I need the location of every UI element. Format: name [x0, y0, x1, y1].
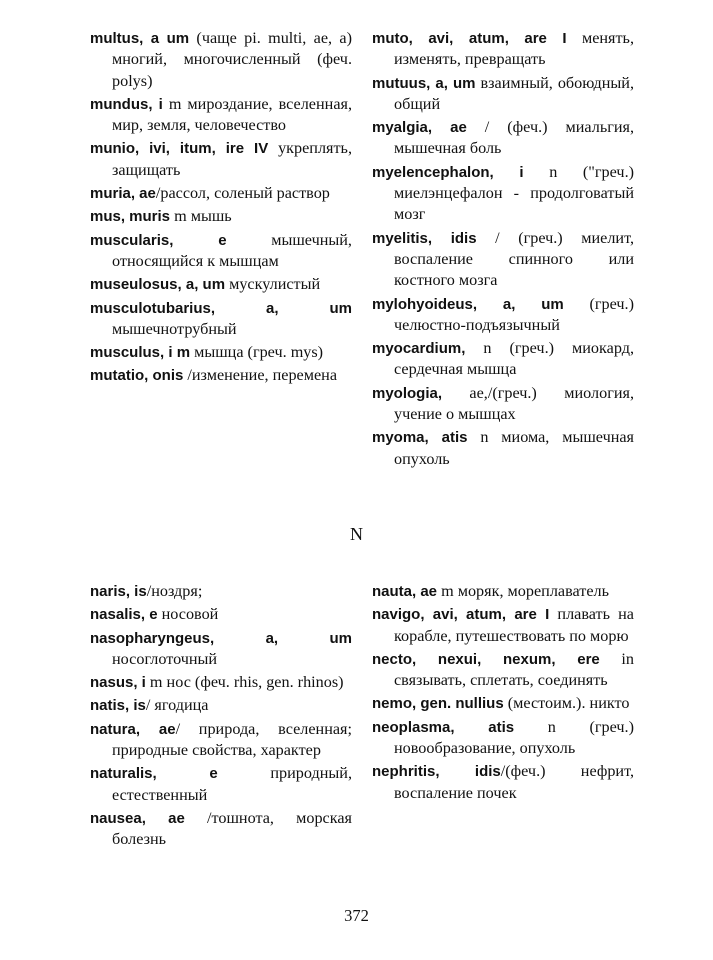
dictionary-entry [90, 94, 352, 137]
dictionary-entry [372, 649, 634, 692]
definition: n миома, мышечная опухоль [394, 428, 634, 468]
dictionary-entry [90, 763, 352, 806]
dictionary-entry [90, 183, 352, 204]
dictionary-entry [90, 604, 352, 625]
dictionary-entry [372, 581, 634, 602]
definition: in связывать, сплетать, соединять [394, 649, 634, 690]
dictionary-entry [372, 338, 634, 381]
headword: myoma, atis [372, 429, 468, 447]
headword: myelencephalon, i [372, 163, 524, 181]
definition: носоглоточный [112, 649, 218, 668]
dictionary-entry [372, 717, 634, 760]
definition: /изменение, перемена [183, 366, 337, 385]
headword: muscularis, e [90, 231, 227, 249]
headword: navigo, avi, atum, are I [372, 606, 550, 624]
definition: /ноздря; [146, 582, 203, 600]
dictionary-entry [90, 365, 352, 386]
dictionary-entry [372, 294, 634, 337]
headword: necto, nexui, nexum, ere [372, 650, 600, 668]
definition: мышечный, относящийся к мышцам [112, 230, 352, 270]
dictionary-entry [90, 719, 352, 762]
headword: museulosus, a, um [90, 276, 226, 294]
dictionary-entry [372, 117, 634, 160]
headword: nasalis, e [90, 606, 158, 624]
headword: natura, ae [90, 720, 176, 738]
definition: (греч.) челюстно-подъязычный [394, 294, 634, 334]
definition: ae,/(греч.) миология, учение о мышцах [394, 383, 634, 424]
dictionary-entry [90, 628, 352, 671]
headword: myalgia, ae [372, 119, 467, 137]
definition: m мироздание, вселенная, мир, земля, человечество [112, 94, 352, 135]
bottom-left-column [90, 581, 352, 853]
headword: munio, ivi, itum, ire IV [90, 140, 269, 158]
definition: природный, естественный [112, 764, 352, 804]
definition: носовой [157, 605, 219, 624]
dictionary-entry [90, 342, 352, 363]
definition: m мышь [170, 207, 232, 226]
definition: плавать на корабле, путешествовать по морю [394, 605, 634, 645]
headword: nausea, ae [90, 809, 185, 827]
dictionary-entry [90, 672, 352, 693]
dictionary-entry [90, 274, 352, 295]
definition: (местоим.). никто [503, 694, 630, 713]
dictionary-entry [372, 761, 634, 804]
headword: myocardium, [372, 340, 466, 358]
dictionary-entry [372, 604, 634, 647]
headword: naturalis, e [90, 765, 218, 783]
definition: / (греч.) миелит, воспаление спинного или костного мозга [394, 228, 634, 290]
headword: mylohyoideus, a, um [372, 295, 564, 313]
section-letter: N [350, 524, 363, 544]
dictionary-entry [90, 206, 352, 227]
dictionary-entry [90, 581, 352, 602]
headword: musculus, i m [90, 344, 191, 362]
definition: взаимный, обоюдный, общий [394, 73, 634, 113]
headword: natis, is [90, 697, 146, 715]
definition: менять, изменять, превращать [394, 29, 634, 69]
definition: мышечнотрубный [112, 319, 237, 338]
headword: myelitis, idis [372, 229, 477, 247]
top-left-column [90, 28, 352, 389]
headword: neoplasma, atis [372, 718, 515, 736]
definition: / (феч.) миальгия, мышечная боль [394, 118, 634, 158]
headword: musculotubarius, a, um [90, 299, 352, 317]
definition: /рассол, соленый раствор [155, 184, 330, 203]
dictionary-entry [372, 28, 634, 71]
definition: / природа, вселенная; природные свойства, характер [112, 719, 352, 760]
page-number: 372 [344, 906, 369, 925]
headword: mundus, i [90, 95, 163, 113]
dictionary-entry [372, 228, 634, 292]
definition: n (греч.) миокард, сердечная мышца [394, 339, 634, 379]
definition: (чаще pi. multi, ae, a) многий, многочисленный (феч. polys) [112, 29, 352, 90]
headword: multus, a um [90, 30, 190, 47]
headword: nemo, gen. nullius [372, 695, 504, 713]
headword: naris, is [90, 583, 147, 600]
dictionary-entry [90, 138, 352, 181]
headword: myologia, [372, 384, 443, 402]
dictionary-entry [90, 298, 352, 341]
dictionary-entry [372, 693, 634, 714]
headword: nauta, ae [372, 583, 438, 600]
definition: мышца (греч. mys) [190, 343, 324, 362]
dictionary-entry [372, 427, 634, 470]
headword: nephritis, idis [372, 763, 501, 781]
definition: /тошнота, морская болезнь [112, 808, 352, 849]
definition: / ягодица [145, 696, 209, 715]
headword: muto, avi, atum, are I [372, 30, 567, 47]
headword: mus, muris [90, 208, 171, 226]
dictionary-entry [90, 230, 352, 273]
dictionary-entry [90, 695, 352, 716]
dictionary-entry [90, 808, 352, 851]
headword: muria, ae [90, 185, 156, 203]
dictionary-entry [372, 162, 634, 226]
dictionary-entry [90, 28, 352, 92]
definition: n ("греч.) миелэнцефалон - продолговатый мозг [394, 162, 635, 224]
headword: mutatio, onis [90, 367, 184, 385]
definition: мускулистый [225, 275, 321, 294]
definition: укреплять, защищать [112, 139, 352, 179]
definition: n (греч.) новообразование, опухоль [394, 717, 634, 758]
definition: m нос (феч. rhis, gen. rhinos) [145, 673, 344, 692]
definition: /(феч.) нефрит, воспаление почек [394, 762, 634, 802]
top-right-column [372, 28, 634, 472]
dictionary-entry [372, 73, 634, 116]
headword: nasopharyngeus, a, um [90, 629, 352, 647]
dictionary-entry [372, 383, 634, 426]
headword: nasus, i [90, 674, 146, 692]
definition: m моряк, мореплаватель [437, 582, 610, 600]
headword: mutuus, a, um [372, 74, 476, 92]
bottom-right-column [372, 581, 634, 806]
